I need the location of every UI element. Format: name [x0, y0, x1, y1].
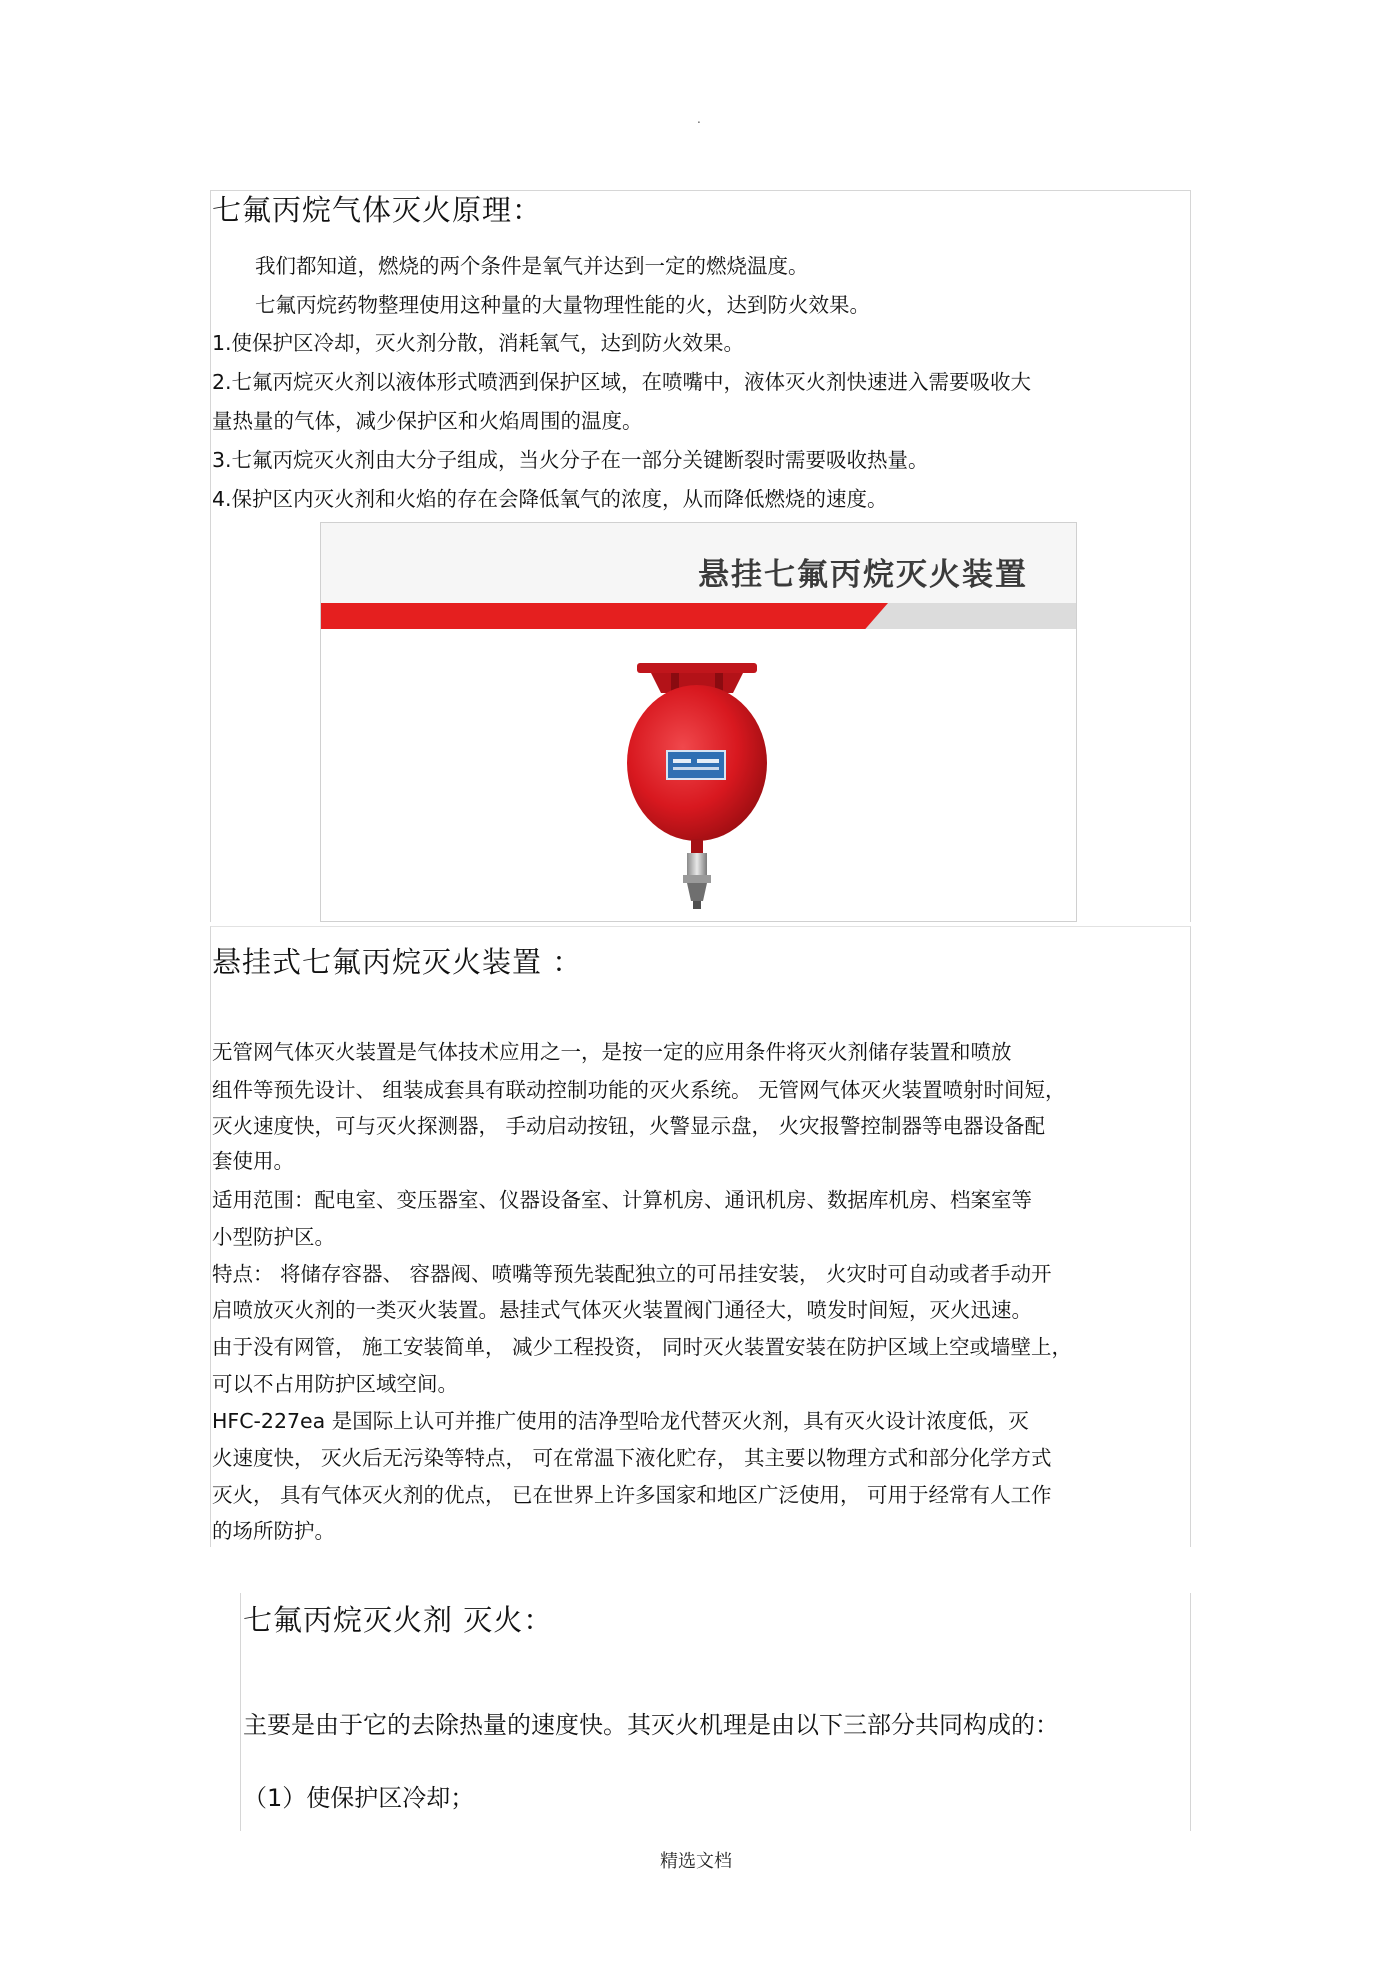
section-1-line: 3.七氟丙烷灭火剂由大分子组成，当火分子在一部分关键断裂时需要吸收热量。 [212, 448, 929, 472]
section-1-title: 七氟丙烷气体灭火原理： [212, 193, 543, 227]
section-3-line: 主要是由于它的去除热量的速度快。其灭火机理是由以下三部分共同构成的： [243, 1711, 1059, 1739]
section-2-line: 灭火， 具有气体灭火剂的优点， 已在世界上许多国家和地区广泛使用， 可用于经常有人工作 [212, 1483, 1052, 1507]
section-2-line: 灭火速度快，可与灭火探测器， 手动启动按钮，火警显示盘， 火灾报警控制器等电器设备配 [212, 1114, 1046, 1138]
section-2-line: 小型防护区。 [212, 1225, 335, 1249]
header-dot: . [697, 112, 701, 126]
section-3-title: 七氟丙烷灭火剂 灭火： [243, 1603, 554, 1637]
section-2-line: 的场所防护。 [212, 1519, 335, 1543]
section-2-line: 火速度快， 灭火后无污染等特点， 可在常温下液化贮存， 其主要以物理方式和部分化学方式 [212, 1446, 1052, 1470]
section-1-line: 七氟丙烷药物整理使用这种量的大量物理性能的火，达到防火效果。 [255, 293, 870, 317]
section-2-line: 特点： 将储存容器、 容器阀、喷嘴等预先装配独立的可吊挂安装， 火灾时可自动或者手动开 [212, 1262, 1052, 1286]
fire-extinguisher-tank-icon [321, 523, 1077, 922]
section-1-line: 1.使保护区冷却，灭火剂分散，消耗氧气，达到防火效果。 [212, 331, 745, 355]
page-footer: 精选文档 [660, 1851, 732, 1872]
section-2-line: 无管网气体灭火装置是气体技术应用之一，是按一定的应用条件将灭火剂储存装置和喷放 [212, 1040, 1012, 1064]
product-image [320, 522, 1077, 922]
section-2-line: 可以不占用防护区域空间。 [212, 1372, 458, 1396]
section-2-line: 启喷放灭火剂的一类灭火装置。悬挂式气体灭火装置阀门通径大，喷发时间短，灭火迅速。 [212, 1298, 1032, 1322]
section-2-line: HFC-227ea 是国际上认可并推广使用的洁净型哈龙代替灭火剂，具有灭火设计浓度低，灭 [212, 1409, 1029, 1433]
section-1-line: 2.七氟丙烷灭火剂以液体形式喷洒到保护区域，在喷嘴中，液体灭火剂快速进入需要吸收大 [212, 370, 1032, 394]
product-image-title: 悬挂七氟丙烷灭火装置 [698, 557, 1028, 593]
section-1-line: 量热量的气体，减少保护区和火焰周围的温度。 [212, 409, 643, 433]
section-2-line: 由于没有网管， 施工安装简单， 减少工程投资， 同时灭火装置安装在防护区域上空或墙壁上， [212, 1335, 1073, 1359]
section-2-line: 套使用。 [212, 1149, 294, 1173]
section-3-line: （1）使保护区冷却； [243, 1784, 475, 1812]
section-2-line: 适用范围：配电室、变压器室、仪器设备室、计算机房、通讯机房、数据库机房、档案室等 [212, 1188, 1032, 1212]
section-2-line: 组件等预先设计、 组装成套具有联动控制功能的灭火系统。 无管网气体灭火装置喷射时间短， [212, 1078, 1066, 1102]
section-1-line: 我们都知道，燃烧的两个条件是氧气并达到一定的燃烧温度。 [255, 254, 809, 278]
banner-red-stripe [321, 603, 888, 629]
section-2-title: 悬挂式七氟丙烷灭火装置 ： [212, 945, 583, 979]
section-1-line: 4.保护区内灭火剂和火焰的存在会降低氧气的浓度，从而降低燃烧的速度。 [212, 487, 888, 511]
